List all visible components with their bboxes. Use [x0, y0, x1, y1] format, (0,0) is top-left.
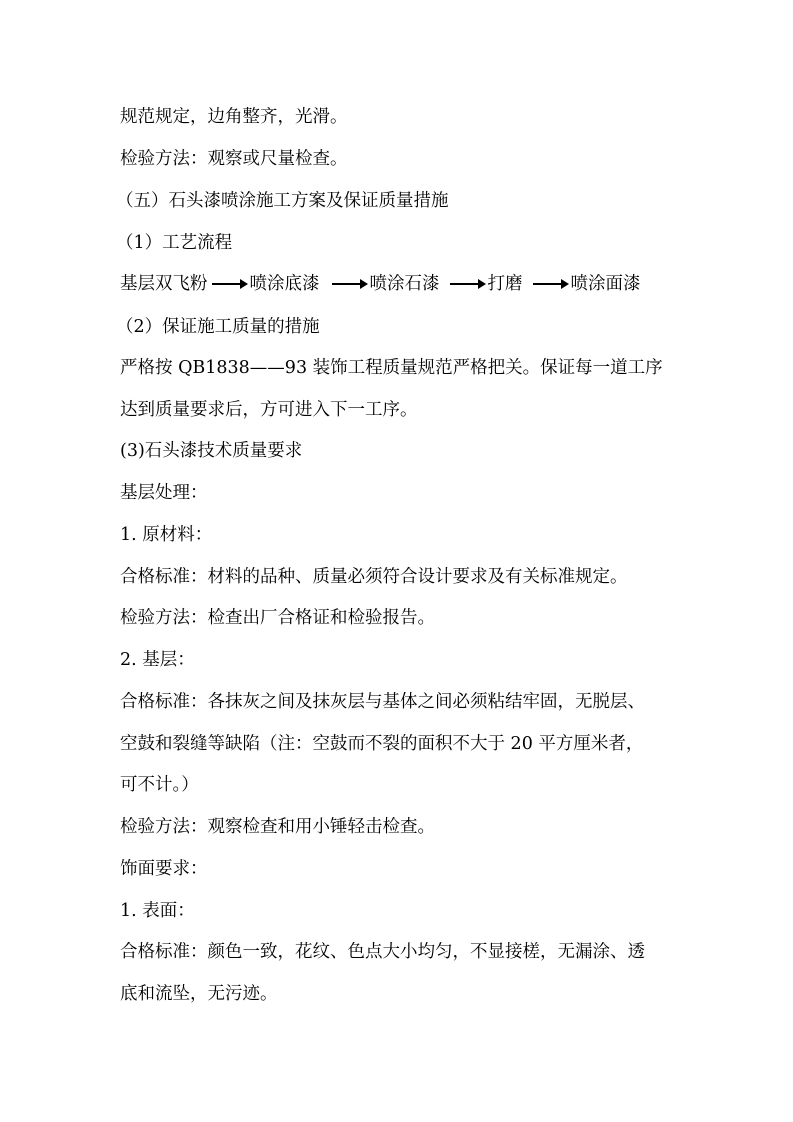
list-item: 1. 原材料： [120, 525, 213, 545]
text-line: 基层处理： [120, 483, 208, 503]
flow-step: 喷涂面漆 [570, 274, 641, 294]
arrow-right-icon [450, 283, 484, 285]
arrow-right-icon [212, 283, 246, 285]
text-line: 合格标准：各抹灰之间及抹灰层与基体之间必须粘结牢固，无脱层、 [120, 692, 645, 712]
text-line: 检验方法：观察或尺量检查。 [120, 149, 348, 169]
arrow-right-icon [332, 283, 366, 285]
subsection-heading: （1）工艺流程 [116, 233, 233, 253]
text-line: 检验方法：检查出厂合格证和检验报告。 [120, 608, 435, 628]
text-line: 达到质量要求后，方可进入下一工序。 [120, 400, 418, 420]
arrow-right-icon [533, 283, 567, 285]
text-line: 检验方法：观察检查和用小锤轻击检查。 [120, 817, 435, 837]
list-item: 1. 表面： [120, 901, 195, 921]
flow-step: 喷涂石漆 [369, 274, 440, 294]
flow-step: 喷涂底漆 [249, 274, 320, 294]
text-line: 合格标准：颜色一致，花纹、色点大小均匀，不显接槎，无漏涂、透 [120, 942, 645, 962]
text-line: 空鼓和裂缝等缺陷（注：空鼓而不裂的面积不大于 20 平方厘米者， [120, 734, 644, 754]
subsection-heading: (3)石头漆技术质量要求 [120, 441, 303, 461]
text-line: 饰面要求： [120, 859, 208, 879]
text-line: 规范规定，边角整齐，光滑。 [120, 107, 348, 127]
section-heading: （五）石头漆喷涂施工方案及保证质量措施 [116, 191, 449, 211]
text-line: 底和流坠，无污迹。 [120, 984, 278, 1004]
text-line: 严格按 QB1838——93 装饰工程质量规范严格把关。保证每一道工序 [120, 358, 663, 378]
process-flow [120, 272, 641, 296]
flow-step: 打磨 [487, 274, 523, 294]
flow-step: 基层双飞粉 [120, 274, 208, 294]
text-line: 可不计。） [120, 775, 199, 795]
text-line: 合格标准：材料的品种、质量必须符合设计要求及有关标准规定。 [120, 567, 628, 587]
subsection-heading: （2）保证施工质量的措施 [116, 317, 320, 337]
list-item: 2. 基层： [120, 650, 195, 670]
